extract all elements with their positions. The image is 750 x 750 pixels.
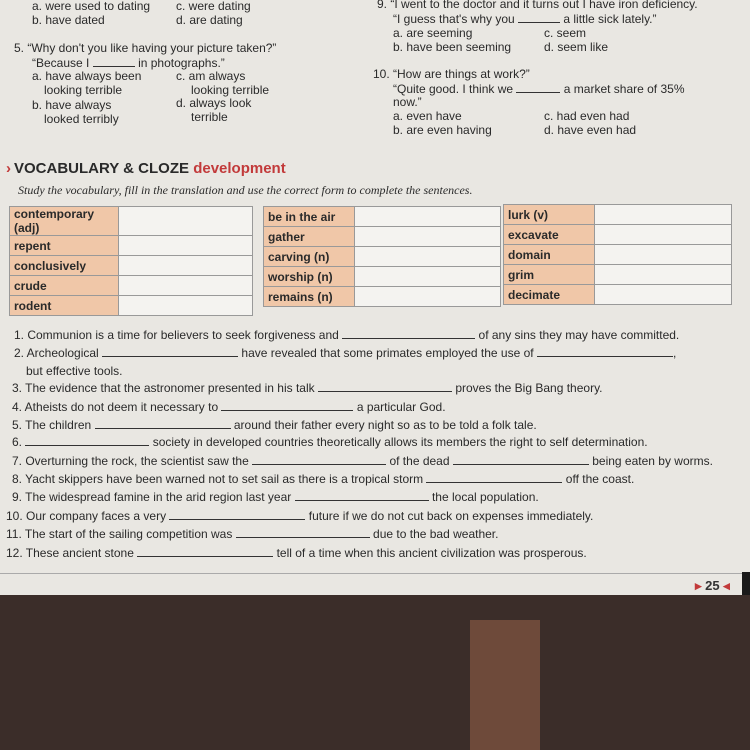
q5-text-end: in photographs.” — [138, 56, 225, 70]
q5-option-b: b. have always — [32, 98, 112, 112]
q9-blank — [518, 12, 560, 23]
q10-text-end: a market share of 35% — [563, 82, 685, 96]
sentence-8-start: 8. Yacht skippers have been warned not to set sail as there is a tropical storm — [12, 472, 424, 486]
sentence-6-blank — [25, 435, 149, 446]
page-number-value: 25 — [705, 578, 720, 593]
q10-text-3: now.” — [393, 95, 422, 109]
q5-option-a: a. have always been — [32, 69, 142, 83]
q4-option-b: b. have dated — [32, 13, 105, 27]
q10-option-c: c. had even had — [544, 109, 630, 123]
vocab-word: worship (n) — [264, 267, 355, 287]
sentence-4-end: a particular God. — [356, 400, 446, 414]
sentence-9-start: 9. The widespread famine in the arid region last year — [12, 490, 292, 504]
page-edge-tab — [742, 572, 750, 595]
q9-option-a: a. are seeming — [393, 26, 473, 40]
sentence-5-end: around their father every night so as to be told a folk tale. — [233, 418, 537, 432]
vocab-row — [264, 227, 501, 247]
section-title: VOCABULARY & CLOZE — [14, 160, 190, 177]
sentence-1-blank — [342, 328, 475, 339]
q5-option-c-cont: looking terrible — [191, 83, 270, 97]
vocab-row — [10, 256, 253, 276]
sentence-11-blank — [236, 527, 370, 538]
vocab-word: contemporary (adj) — [10, 207, 119, 236]
translation-cell[interactable] — [119, 296, 253, 316]
sentence-2-start: 2. Archeological — [14, 346, 99, 360]
sentence-12-start: 12. These ancient stone — [6, 546, 134, 560]
q10-option-a: a. even have — [393, 109, 462, 123]
vocab-word: excavate — [504, 225, 595, 245]
q5-option-d-cont: terrible — [191, 110, 228, 124]
sentence-12-blank — [137, 546, 273, 557]
sentence-6-start: 6. — [12, 435, 23, 449]
sentence-1 — [14, 328, 679, 342]
sentence-2-comma: , — [672, 346, 677, 360]
section-heading — [6, 160, 286, 177]
sentence-3-blank — [318, 381, 452, 392]
translation-cell[interactable] — [355, 267, 501, 287]
vocab-row — [10, 296, 253, 316]
q9-option-d: d. seem like — [544, 40, 609, 54]
sentence-2-middle: have revealed that some primates employed the use of — [241, 346, 534, 360]
vocab-row — [504, 265, 732, 285]
page-number-left-arrow-icon: ▸ — [695, 578, 702, 593]
sentence-8-end: off the coast. — [565, 472, 635, 486]
page-number — [695, 578, 730, 594]
sentence-7 — [12, 454, 713, 468]
sentence-7-middle: of the dead — [389, 454, 450, 468]
q5-text: 5. “Why don't you like having your picture taken?” — [14, 41, 277, 55]
q9-text-end: a little sick lately.” — [563, 12, 657, 26]
section-title-accent: development — [193, 160, 286, 177]
sentence-12 — [6, 546, 587, 560]
translation-cell[interactable] — [119, 256, 253, 276]
sentence-12-end: tell of a time when this ancient civilization was prosperous. — [276, 546, 587, 560]
vocab-word: be in the air — [264, 207, 355, 227]
translation-cell[interactable] — [355, 247, 501, 267]
vocab-word: domain — [504, 245, 595, 265]
vocab-row — [10, 207, 253, 236]
vocab-row — [264, 207, 501, 227]
q9-text-2 — [393, 12, 657, 26]
page-number-right-arrow-icon: ◂ — [723, 578, 730, 593]
vocab-word: remains (n) — [264, 287, 355, 307]
sentence-8 — [12, 472, 634, 486]
vocab-table-2 — [263, 206, 501, 307]
q5-blank — [93, 56, 135, 67]
translation-cell[interactable] — [355, 287, 501, 307]
background-surface — [0, 595, 750, 750]
q9-text: 9. “I went to the doctor and it turns out I have iron deficiency. — [377, 0, 698, 11]
vocab-row — [504, 285, 732, 305]
q10-text-2 — [393, 82, 685, 96]
section-arrow-icon: › — [6, 160, 11, 177]
q4-option-d: d. are dating — [176, 13, 243, 27]
translation-cell[interactable] — [595, 205, 732, 225]
vocab-word: conclusively — [10, 256, 119, 276]
sentence-10 — [6, 509, 593, 523]
vocab-row — [264, 247, 501, 267]
sentence-5-blank — [95, 418, 231, 429]
section-instructions: Study the vocabulary, fill in the translation and use the correct form to complete the sentences. — [18, 183, 473, 197]
vocab-row — [504, 225, 732, 245]
sentence-9-end: the local population. — [431, 490, 539, 504]
translation-cell[interactable] — [119, 207, 253, 236]
q5-option-c: c. am always — [176, 69, 246, 83]
q10-option-b: b. are even having — [393, 123, 492, 137]
vocab-word: rodent — [10, 296, 119, 316]
q10-blank — [516, 82, 560, 93]
vocab-word: carving (n) — [264, 247, 355, 267]
vocab-table-3 — [503, 204, 732, 305]
q5-text-start: “Because I — [32, 56, 90, 70]
translation-cell[interactable] — [595, 265, 732, 285]
sentence-10-blank — [169, 509, 305, 520]
translation-cell[interactable] — [595, 225, 732, 245]
sentence-7-start: 7. Overturning the rock, the scientist saw the — [12, 454, 249, 468]
vocab-word: grim — [504, 265, 595, 285]
vocab-row — [10, 236, 253, 256]
sentence-4-blank — [221, 400, 353, 411]
sentence-4 — [12, 400, 446, 414]
sentence-2-blank-2 — [537, 346, 673, 357]
translation-cell[interactable] — [119, 276, 253, 296]
translation-cell[interactable] — [119, 236, 253, 256]
q5-text-2 — [32, 56, 225, 70]
translation-cell[interactable] — [355, 227, 501, 247]
q10-option-d: d. have even had — [544, 123, 637, 137]
q10-text-start: “Quite good. I think we — [393, 82, 514, 96]
q5-option-a-cont: looking terrible — [44, 83, 123, 97]
vocab-word: crude — [10, 276, 119, 296]
sentence-11 — [6, 527, 498, 541]
sentence-6-end: society in developed countries theoretically allows its members the right to self determination. — [152, 435, 648, 449]
translation-cell[interactable] — [595, 245, 732, 265]
vocab-row — [264, 287, 501, 307]
wooden-table-edge — [470, 620, 540, 750]
translation-cell[interactable] — [595, 285, 732, 305]
sentence-10-end: future if we do not cut back on expenses immediately. — [308, 509, 594, 523]
q5-option-d: d. always look — [176, 96, 252, 110]
footer-rule — [0, 573, 750, 574]
sentence-2 — [14, 346, 676, 360]
sentence-11-start: 11. The start of the sailing competition was — [6, 527, 233, 541]
q4-option-c: c. were dating — [176, 0, 251, 13]
q9-option-b: b. have been seeming — [393, 40, 512, 54]
vocab-row — [504, 205, 732, 225]
sentence-9 — [12, 490, 539, 504]
vocab-word: repent — [10, 236, 119, 256]
sentence-7-blank-2 — [453, 454, 589, 465]
sentence-4-start: 4. Atheists do not deem it necessary to — [12, 400, 219, 414]
vocab-row — [504, 245, 732, 265]
sentence-1-start: 1. Communion is a time for believers to seek forgiveness and — [14, 328, 339, 342]
sentence-3-start: 3. The evidence that the astronomer presented in his talk — [12, 381, 315, 395]
vocab-word: lurk (v) — [504, 205, 595, 225]
vocab-table-1 — [9, 206, 253, 316]
q5-option-b-cont: looked terribly — [44, 112, 119, 126]
sentence-9-blank — [295, 490, 429, 501]
sentence-10-start: 10. Our company faces a very — [6, 509, 167, 523]
sentence-2-blank-1 — [102, 346, 238, 357]
q4-option-a: a. were used to dating — [32, 0, 151, 13]
sentence-6 — [12, 435, 648, 449]
translation-cell[interactable] — [355, 207, 501, 227]
q10-text: 10. “How are things at work?” — [373, 67, 530, 81]
vocab-row — [264, 267, 501, 287]
sentence-3 — [12, 381, 603, 395]
q9-option-c: c. seem — [544, 26, 587, 40]
sentence-2-cont: but effective tools. — [26, 364, 123, 378]
sentence-1-end: of any sins they may have committed. — [478, 328, 680, 342]
vocab-word: decimate — [504, 285, 595, 305]
sentence-5-start: 5. The children — [12, 418, 92, 432]
vocab-word: gather — [264, 227, 355, 247]
sentence-7-blank-1 — [252, 454, 386, 465]
sentence-8-blank — [426, 472, 562, 483]
sentence-7-end: being eaten by worms. — [592, 454, 713, 468]
sentence-3-end: proves the Big Bang theory. — [455, 381, 603, 395]
q9-text-start: “I guess that's why you — [393, 12, 515, 26]
sentence-11-end: due to the bad weather. — [373, 527, 499, 541]
sentence-5 — [12, 418, 537, 432]
vocab-row — [10, 276, 253, 296]
